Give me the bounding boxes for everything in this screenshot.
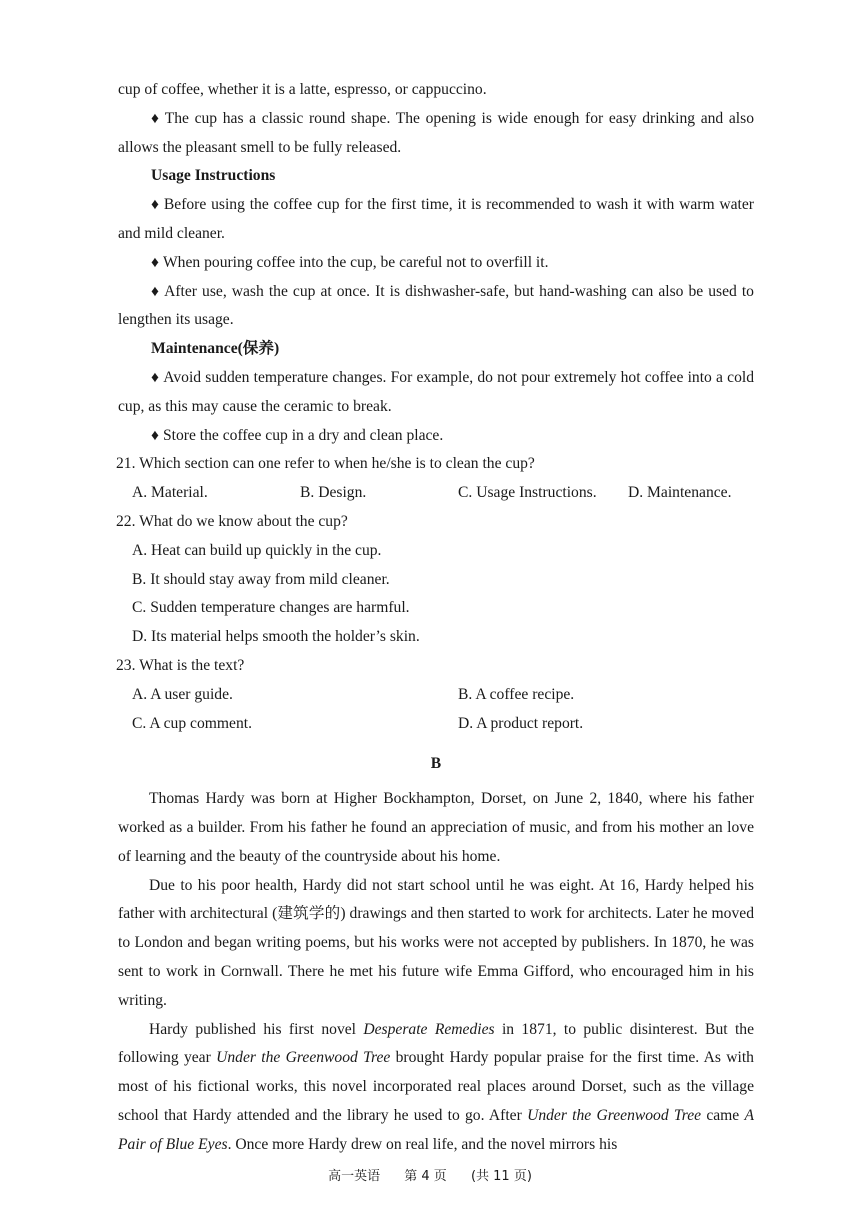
bullet-diamond-icon: ♦ bbox=[151, 426, 159, 444]
question-23-options-row-1 bbox=[118, 681, 754, 710]
question-21-option-b: B. Design. bbox=[300, 484, 367, 502]
page-footer bbox=[0, 1165, 860, 1184]
question-21-option-d: D. Maintenance. bbox=[628, 484, 732, 502]
question-22-option-d: D. Its material helps smooth the holder’s skin. bbox=[132, 628, 420, 646]
usage-bullet: ♦ After use, wash the cup at once. It is dishwasher-safe, but hand-washing can also be used to lengthen its usage. bbox=[118, 282, 754, 329]
passage-paragraph-3: Hardy published his first novel Desperate Remedies in 1871, to public disinterest. But the following year Under the Greenwood Tree brought Hardy popular praise for the first time. As with most of his fictional works, this novel incorporated real places around Dorset, such as the village school that Hardy attended and the library he used to go. After Under the Greenwood Tree came A Pair of Blue Eyes. Once more Hardy drew on real life, and the novel mirrors his bbox=[118, 1020, 754, 1153]
question-21-options bbox=[118, 479, 754, 508]
question-21-option-c: C. Usage Instructions. bbox=[458, 484, 597, 502]
question-22-stem: 22. What do we know about the cup? bbox=[116, 512, 348, 530]
bullet-diamond-icon: ♦ bbox=[151, 368, 160, 386]
usage-heading: Usage Instructions bbox=[151, 167, 276, 185]
question-21-stem: 21. Which section can one refer to when he/she is to clean the cup? bbox=[116, 455, 535, 473]
footer-subject: 高一英语 bbox=[328, 1169, 381, 1184]
novel-title: A Pair of Blue Eyes bbox=[118, 1106, 754, 1153]
question-21-option-a: A. Material. bbox=[132, 484, 208, 502]
page-content bbox=[118, 76, 754, 1159]
maintenance-heading: Maintenance(保养) bbox=[151, 340, 280, 358]
question-22-option-a: A. Heat can build up quickly in the cup. bbox=[132, 541, 382, 559]
footer-total-pages: (共 11 页) bbox=[470, 1169, 532, 1184]
passage-paragraph-2: Due to his poor health, Hardy did not start school until he was eight. At 16, Hardy helped his father with architectural (建筑学的) drawings and then started to work for architects. Later he moved to London and began writing poems, but his works were not accepted by publishers. In 1870, he was sent to work in Cornwall. There he met his future wife Emma Gifford, who encouraged him in his writing. bbox=[118, 876, 754, 1009]
question-23-stem: 23. What is the text? bbox=[116, 656, 245, 674]
design-bullet: ♦ The cup has a classic round shape. The opening is wide enough for easy drinking and also allows the pleasant smell to be fully released. bbox=[118, 109, 754, 156]
question-22-option-c: C. Sudden temperature changes are harmful. bbox=[132, 599, 410, 617]
maintenance-bullet: ♦ Store the coffee cup in a dry and clean place. bbox=[151, 426, 444, 444]
question-23-option-b: B. A coffee recipe. bbox=[458, 685, 575, 703]
bullet-diamond-icon: ♦ bbox=[151, 196, 160, 214]
novel-title: Desperate Remedies bbox=[363, 1020, 495, 1038]
section-b-passage bbox=[118, 785, 754, 1159]
usage-bullet: ♦ When pouring coffee into the cup, be careful not to overfill it. bbox=[151, 253, 549, 271]
question-23-option-d: D. A product report. bbox=[458, 714, 584, 732]
question-23-options-row-2 bbox=[118, 710, 754, 739]
novel-title: Under the Greenwood Tree bbox=[216, 1049, 391, 1067]
question-23-option-c: C. A cup comment. bbox=[132, 714, 252, 732]
maintenance-bullet: ♦ Avoid sudden temperature changes. For example, do not pour extremely hot coffee into a cold cup, as this may cause the ceramic to break. bbox=[118, 368, 755, 415]
bullet-diamond-icon: ♦ bbox=[151, 253, 159, 271]
usage-bullet: ♦ Before using the coffee cup for the first time, it is recommended to wash it with warm water and mild cleaner. bbox=[118, 196, 754, 242]
section-b-title: B bbox=[430, 755, 442, 773]
question-22-option-b: B. It should stay away from mild cleaner. bbox=[132, 570, 390, 588]
novel-title: Under the Greenwood Tree bbox=[527, 1106, 702, 1124]
footer-page-number: 第 4 页 bbox=[404, 1169, 447, 1184]
question-23-option-a: A. A user guide. bbox=[132, 685, 233, 703]
passage-paragraph-1: Thomas Hardy was born at Higher Bockhampton, Dorset, on June 2, 1840, where his father worked as a builder. From his father he found an appreciation of music, and from his mother an love of learning and the beauty of the countryside about his home. bbox=[118, 790, 754, 865]
bullet-diamond-icon: ♦ bbox=[151, 109, 161, 127]
bullet-diamond-icon: ♦ bbox=[151, 282, 161, 300]
intro-line: cup of coffee, whether it is a latte, espresso, or cappuccino. bbox=[118, 81, 487, 98]
